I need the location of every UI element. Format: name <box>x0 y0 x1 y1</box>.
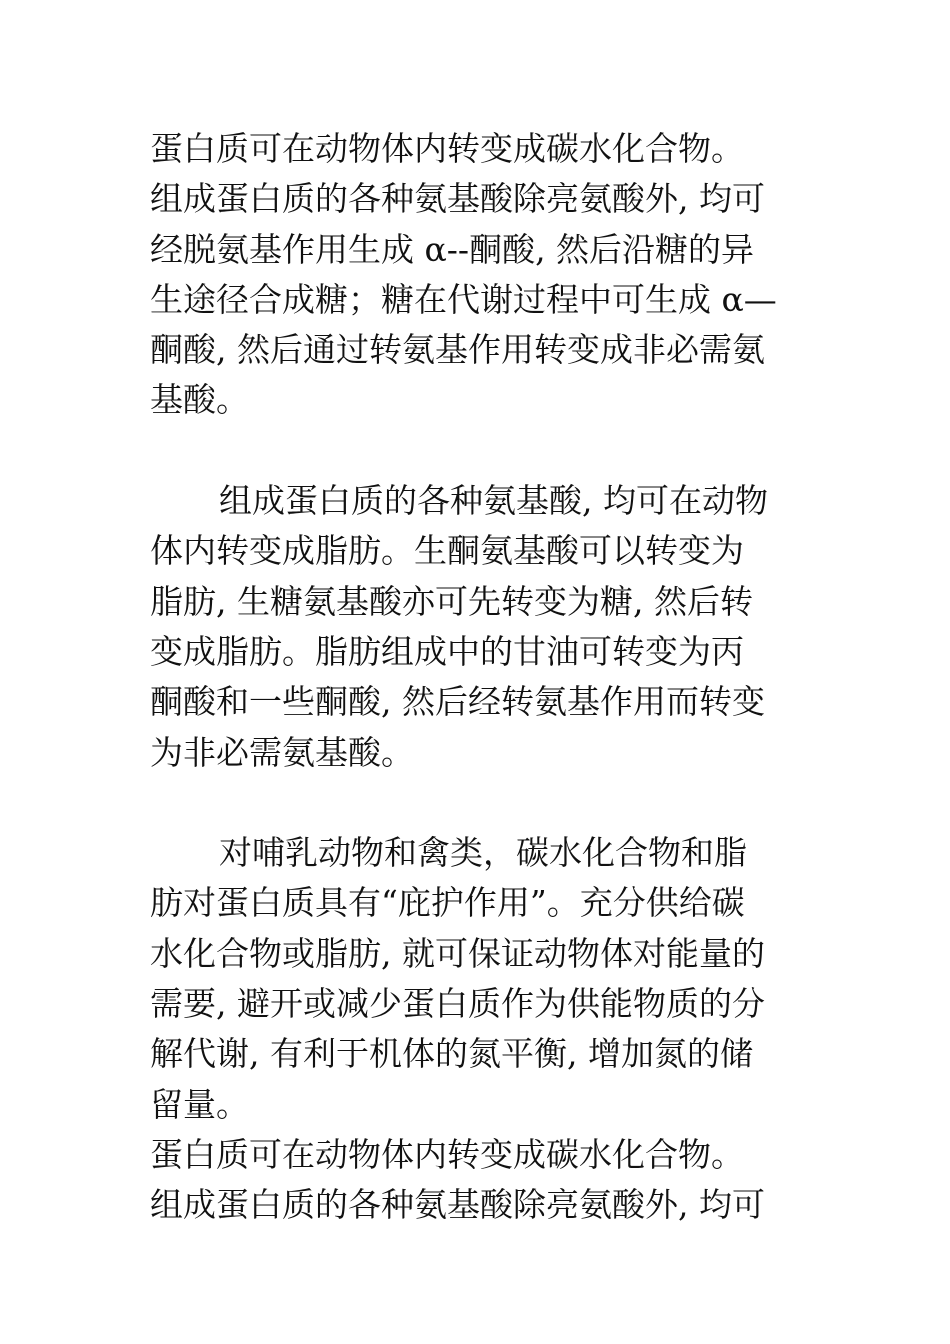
text-line: 需要, 避开或减少蛋白质作为供能物质的分 <box>150 984 765 1024</box>
text-line: 组成蛋白质的各种氨基酸除亮氨酸外, 均可 <box>150 1185 765 1225</box>
text-line: 生途径合成糖；糖在代谢过程中可生成 α— <box>150 279 777 319</box>
text-line: 蛋白质可在动物体内转变成碳水化合物。 <box>150 1134 744 1174</box>
text-line: 变成脂肪。脂肪组成中的甘油可转变为丙 <box>150 631 744 671</box>
text-line: 对哺乳动物和禽类，碳水化合物和脂 <box>219 833 747 873</box>
text-line: 体内转变成脂肪。生酮氨基酸可以转变为 <box>150 531 744 571</box>
text-line: 解代谢, 有利于机体的氮平衡, 增加氮的储 <box>150 1034 753 1074</box>
text-line: 酮酸, 然后通过转氨基作用转变成非必需氨 <box>150 330 765 370</box>
text-line: 组成蛋白质的各种氨基酸除亮氨酸外, 均可 <box>150 179 765 219</box>
body-text <box>150 124 805 1231</box>
text-line: 蛋白质可在动物体内转变成碳水化合物。 <box>150 129 744 168</box>
paragraph-1 <box>150 124 805 426</box>
paragraph-spacer <box>150 778 805 828</box>
text-line: 肪对蛋白质具有“庇护作用”。充分供给碳 <box>150 883 745 923</box>
paragraph-3 <box>150 828 805 1130</box>
text-line: 酮酸和一些酮酸, 然后经转氨基作用而转变 <box>150 682 765 722</box>
paragraph-spacer <box>150 426 805 476</box>
text-line: 基酸。 <box>150 380 249 420</box>
paragraph-4 <box>150 1130 805 1231</box>
paragraph-2 <box>150 476 805 778</box>
text-line: 组成蛋白质的各种氨基酸, 均可在动物 <box>219 481 768 521</box>
text-line: 水化合物或脂肪, 就可保证动物体对能量的 <box>150 933 765 973</box>
text-line: 为非必需氨基酸。 <box>150 732 414 772</box>
text-line: 脂肪, 生糖氨基酸亦可先转变为糖, 然后转 <box>150 581 753 621</box>
text-line: 留量。 <box>150 1084 249 1124</box>
text-line: 经脱氨基作用生成 α--酮酸, 然后沿糖的异 <box>150 229 755 269</box>
